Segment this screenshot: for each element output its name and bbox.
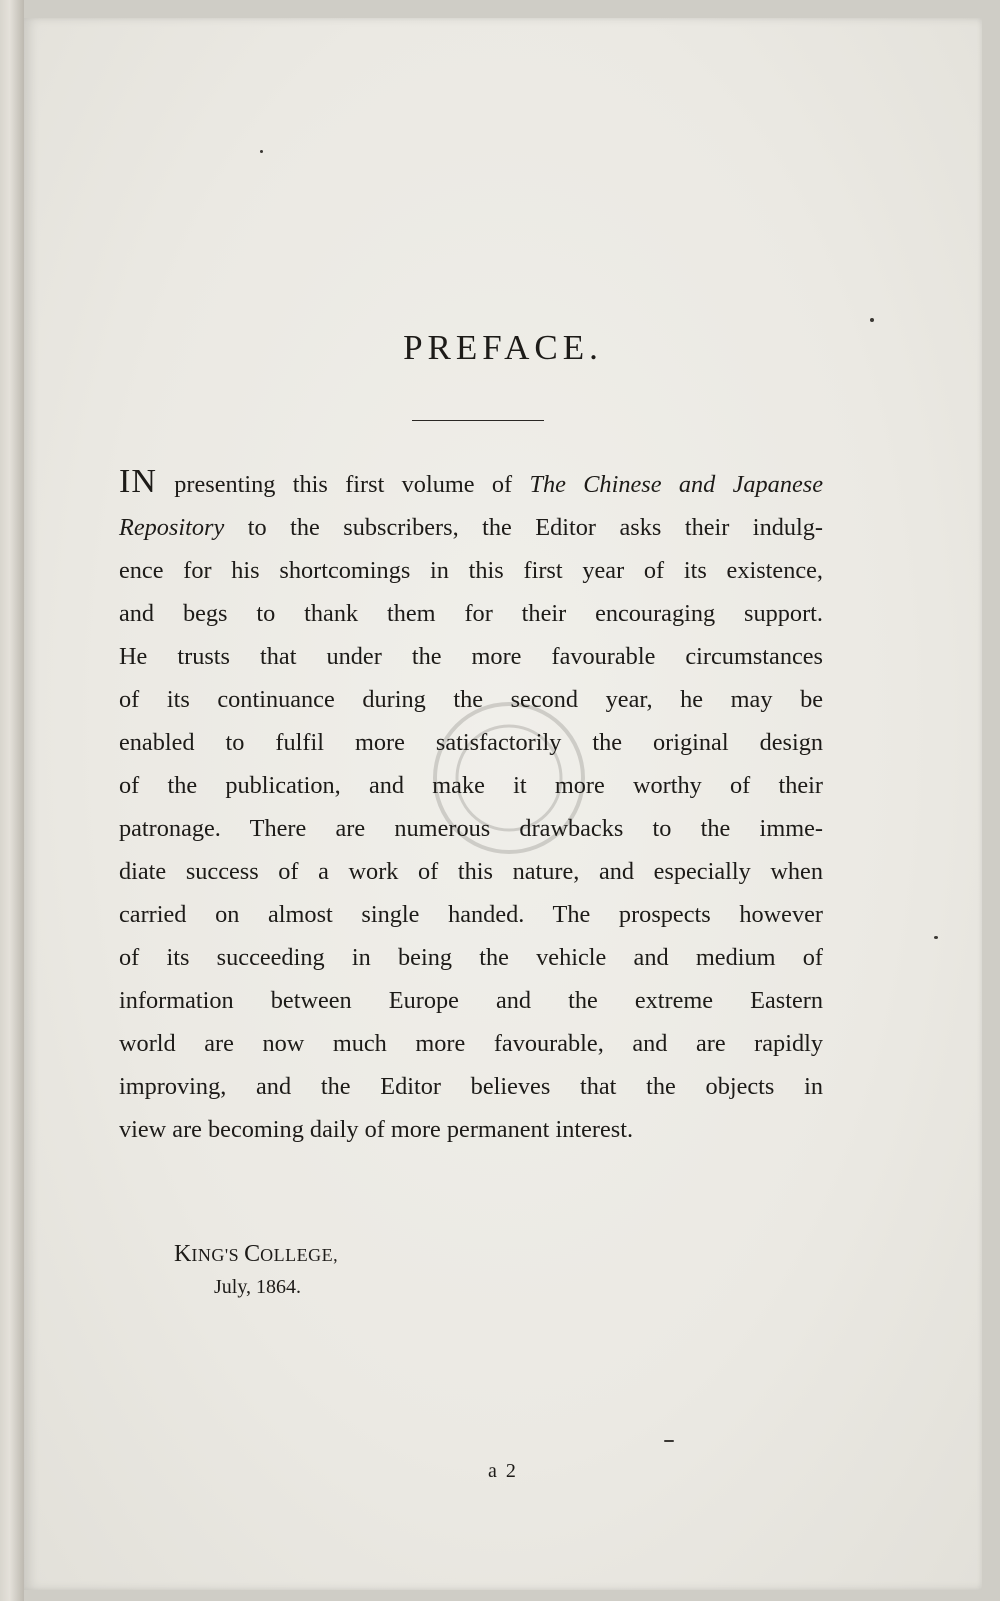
text-line: IN presenting this first volume of The Chinese and Japanese (119, 463, 823, 500)
text-line: world are now much more favourable, and are rapidly (119, 1030, 823, 1057)
text-line: view are becoming daily of more permanent interest. (119, 1116, 634, 1143)
text-line: information between Europe and the extreme Eastern (119, 987, 823, 1014)
paper-speck (664, 1440, 674, 1442)
text-line: diate success of a work of this nature, and especially when (119, 858, 823, 885)
title-divider (412, 420, 544, 421)
italic-title: Repository (119, 514, 225, 541)
paper-speck (260, 150, 263, 153)
text-line: improving, and the Editor believes that the objects in (119, 1073, 823, 1100)
drop-cap: IN (119, 463, 157, 500)
italic-title: The Chinese and Japanese (529, 471, 823, 498)
text-line: patronage. There are numerous drawbacks to the imme- (119, 815, 823, 842)
text-line: carried on almost single handed. The prospects however (119, 901, 823, 928)
text-line: Repository to the subscribers, the Editor asks their indulg- (119, 514, 823, 541)
page-title: PREFACE. (403, 328, 603, 367)
signature-place: KING'S COLLEGE, (174, 1241, 339, 1267)
paper-speck (870, 318, 874, 322)
text-line: and begs to thank them for their encouraging support. (119, 600, 823, 627)
printer-signature-mark: a 2 (488, 1460, 518, 1482)
book-spine-edge (0, 0, 24, 1601)
text-line: of its succeeding in being the vehicle and medium of (119, 944, 823, 971)
text-line: of the publication, and make it more worthy of their (119, 772, 823, 799)
paper-speck (934, 936, 938, 939)
text-line: of its continuance during the second year, he may be (119, 686, 823, 713)
preface-body (119, 460, 823, 1151)
text-line: He trusts that under the more favourable circumstances (119, 643, 823, 670)
text-line: enabled to fulfil more satisfactorily the original design (119, 729, 823, 756)
book-page (24, 18, 982, 1590)
signature-date: July, 1864. (214, 1276, 302, 1298)
text-line: ence for his shortcomings in this first year of its existence, (119, 557, 823, 584)
